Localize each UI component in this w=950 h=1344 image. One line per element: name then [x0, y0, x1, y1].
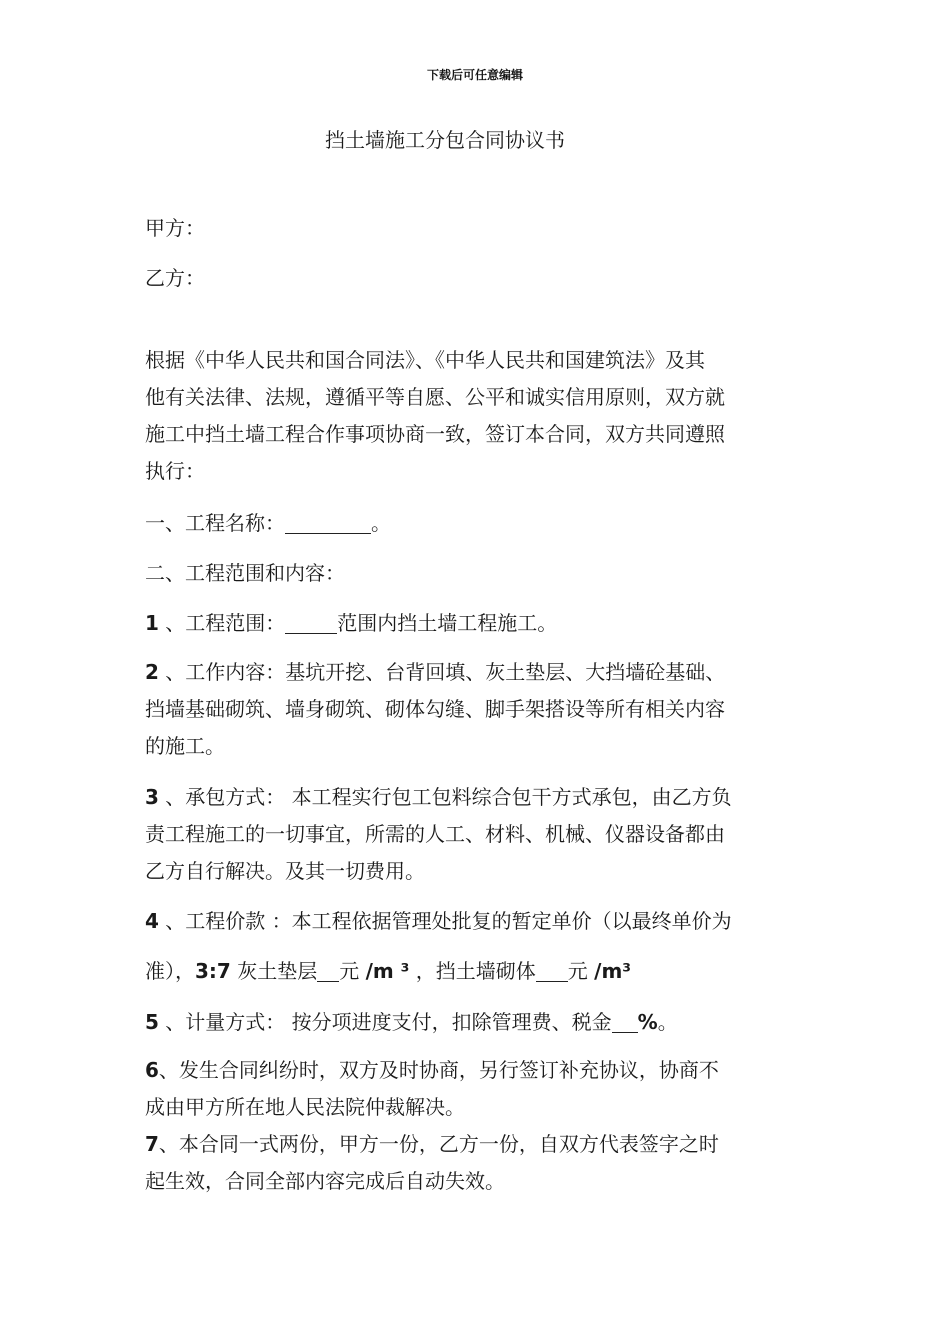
item-5-text-a: 、计量方式： 按分项进度支付，扣除管理费、税金	[158, 1010, 612, 1034]
lime-soil-unit-yuan: 元	[339, 959, 366, 983]
item-7-line-2: 起生效，合同全部内容完成后自动失效。	[145, 1169, 505, 1193]
lime-soil-price-blank[interactable]	[317, 959, 339, 982]
item-2-number: 2	[145, 660, 159, 684]
preamble-line-4: 执行：	[145, 459, 205, 483]
item-7-number: 7	[145, 1132, 159, 1156]
item-1-number: 1	[145, 611, 159, 635]
party-a-label: 甲方：	[145, 216, 205, 240]
scope-blank[interactable]	[285, 611, 337, 634]
lime-soil-label: 灰土垫层	[230, 959, 318, 983]
item-7-text: 、本合同一式两份，甲方一份，乙方一份，自双方代表签字之时	[158, 1132, 719, 1156]
item-1-text-a: 、工程范围：	[158, 611, 286, 635]
item-5-text-c: 。	[657, 1010, 678, 1034]
item-4-number: 4	[145, 909, 159, 933]
item-3-line-1	[145, 779, 810, 816]
item-5-measurement	[145, 1004, 810, 1041]
item-4-prefix: 准），	[145, 959, 195, 983]
item-6-text: 、发生合同纠纷时，双方及时协商，另行签订补充协议，协商不	[158, 1058, 719, 1082]
item-3-line-2: 责工程施工的一切事宜，所需的人工、材料、机械、仪器设备都由	[145, 822, 725, 846]
section-project-name	[145, 505, 810, 542]
item-5-number: 5	[145, 1010, 159, 1034]
section-project-name-label: 一、工程名称：	[145, 511, 285, 535]
tax-rate-blank[interactable]	[612, 1010, 638, 1033]
item-2-text: 、工作内容：基坑开挖、台背回填、灰土垫层、大挡墙砼基础、	[158, 660, 726, 684]
masonry-unit: /m³	[594, 959, 632, 983]
item-4-line-1	[145, 903, 810, 940]
ratio-label: 3:7	[195, 959, 231, 983]
masonry-unit-yuan: 元	[567, 959, 595, 983]
header-note: 下载后可任意编辑	[426, 68, 523, 82]
preamble-line-3: 施工中挡土墙工程合作事项协商一致，签订本合同，双方共同遵照	[145, 422, 725, 446]
percent-sign: %	[637, 1010, 658, 1034]
item-6-line-1	[145, 1052, 810, 1089]
item-6-number: 6	[145, 1058, 159, 1082]
preamble-line-1: 根据《中华人民共和国合同法》、《中华人民共和国建筑法》及其	[145, 348, 705, 372]
item-6-line-2: 成由甲方所在地人民法院仲裁解决。	[145, 1095, 465, 1119]
item-3-line-3: 乙方自行解决。及其一切费用。	[145, 859, 425, 883]
lime-soil-unit: /m ³	[365, 959, 410, 983]
item-2-line-3: 的施工。	[145, 734, 225, 758]
section-project-name-suffix: 。	[371, 511, 391, 535]
item-2-line-2: 挡墙基础砌筑、墙身砌筑、砌体勾缝、脚手架搭设等所有相关内容	[145, 697, 725, 721]
item-4-text: 、工程价款 ：本工程依据管理处批复的暂定单价（以最终单价为	[158, 909, 732, 933]
section-scope-heading: 二、工程范围和内容：	[145, 561, 345, 585]
item-1-scope	[145, 605, 810, 642]
masonry-price-blank[interactable]	[536, 959, 568, 982]
document-title: 挡土墙施工分包合同协议书	[325, 128, 565, 152]
item-7-line-1	[145, 1126, 810, 1163]
item-3-number: 3	[145, 785, 159, 809]
item-2-line-1	[145, 654, 810, 691]
item-4-line-2	[145, 953, 810, 990]
item-1-text-b: 范围内挡土墙工程施工。	[337, 611, 558, 635]
party-b-label: 乙方：	[145, 266, 205, 290]
project-name-blank[interactable]	[285, 511, 371, 534]
masonry-label: ，挡土墙砌体	[409, 959, 536, 983]
item-3-text: 、承包方式： 本工程实行包工包料综合包干方式承包，由乙方负	[158, 785, 732, 809]
preamble-line-2: 他有关法律、法规，遵循平等自愿、公平和诚实信用原则，双方就	[145, 385, 725, 409]
